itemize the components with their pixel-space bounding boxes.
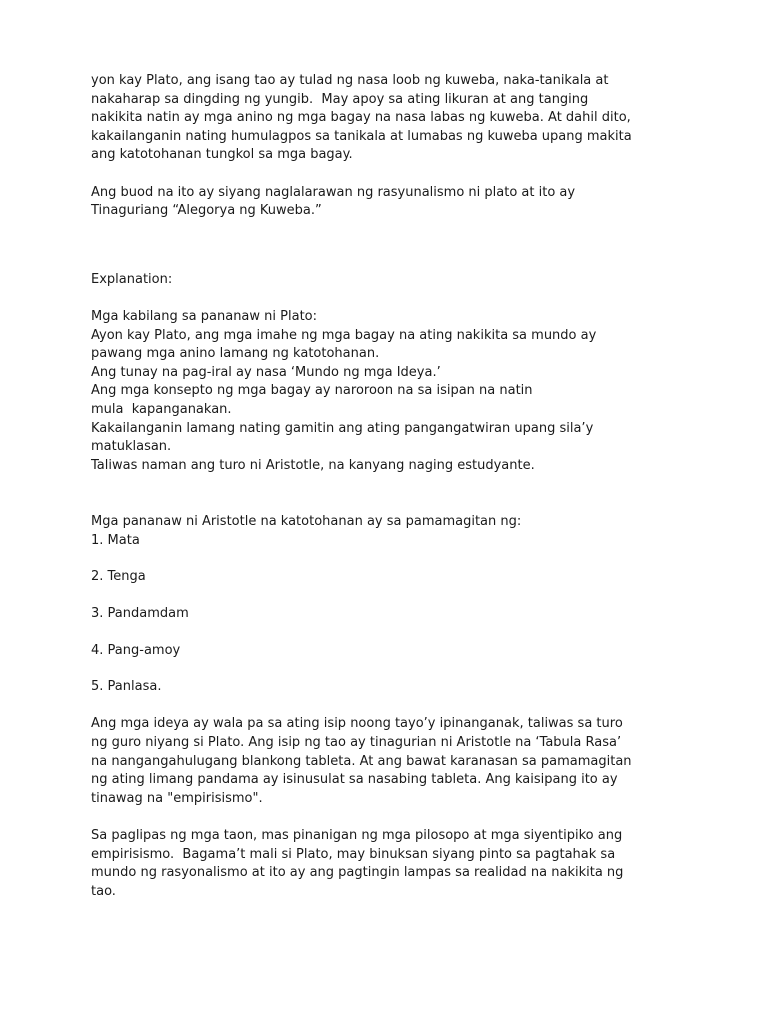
conclusion-line: Sa paglipas ng mga taon, mas pinanigan ng mga pilosopo at mga siyentipiko ang [91,828,623,843]
plato-line: Ayon kay Plato, ang mga imahe ng mga bagay na ating nakikita sa mundo ay [91,327,597,343]
empiricism-line: Ang mga ideya ay wala pa sa ating isip noong tayo’y ipinanganak, taliwas sa turo [91,716,623,732]
intro-line: nakaharap sa dingding ng yungib. May apoy sa ating likuran at ang tanging [91,91,589,107]
intro-line: nakikita natin ay mga anino ng mga bagay na nasa labas ng kuweba. At dahil dito, [91,110,631,126]
plato-line: Taliwas naman ang turo ni Aristotle, na kanyang naging estudyante. [91,457,535,473]
plato-section [91,308,691,475]
empiricism-paragraph [91,715,691,808]
conclusion-line: tao. [91,883,116,899]
list-item: 4. Pang-amoy [91,642,181,658]
summary-paragraph [91,184,691,221]
intro-line: kakailanganin nating humulagpos sa tanikala at lumabas ng kuweba upang makita [91,128,632,144]
plato-line: pawang mga anino lamang ng katotohanan. [91,346,380,362]
intro-line: ang katotohanan tungkol sa mga bagay. [91,147,353,163]
empiricism-line: ng ating limang pandama ay isinusulat sa nasabing tableta. Ang kaisipang ito ay [91,772,618,788]
list-item: 5. Panlasa. [91,679,162,695]
list-item: 3. Pandamdam [91,606,189,622]
aristotle-section [91,513,691,697]
empiricism-line: ng guro niyang si Plato. Ang isip ng tao ay tinagurian ni Aristotle na ‘Tabula Rasa’ [91,735,622,751]
intro-line: yon kay Plato, ang isang tao ay tulad ng nasa loob ng kuweba, naka-tanikala at [91,73,609,88]
empiricism-line: tinawag na "empirisismo". [91,790,263,806]
intro-paragraph [91,72,691,165]
list-item: 1. Mata [91,532,140,548]
document-page [91,72,691,901]
plato-line: Ang tunay na pag-iral ay nasa ‘Mundo ng mga Ideya.’ [91,364,441,380]
plato-line: Ang mga konsepto ng mga bagay ay naroroon na sa isipan na natin [91,383,533,399]
conclusion-line: empirisismo. Bagama’t mali si Plato, may binuksan siyang pinto sa pagtahak sa [91,846,616,862]
summary-line: Tinaguriang “Alegorya ng Kuweba.” [91,203,322,219]
plato-line: mula kapanganakan. [91,401,232,417]
explanation-heading: Explanation: [91,271,173,287]
aristotle-heading: Mga pananaw ni Aristotle na katotohanan ay sa pamamagitan ng: [91,514,522,530]
summary-line: Ang buod na ito ay siyang naglalarawan ng rasyunalismo ni plato at ito ay [91,184,576,200]
conclusion-paragraph [91,827,691,901]
conclusion-line: mundo ng rasyonalismo at ito ay ang pagtingin lampas sa realidad na nakikita ng [91,865,624,881]
empiricism-line: na nangangahulugang blankong tableta. At ang bawat karanasan sa pamamagitan [91,753,632,769]
plato-line: Kakailanganin lamang nating gamitin ang ating pangangatwiran upang sila’y [91,420,594,436]
plato-line: Mga kabilang sa pananaw ni Plato: [91,308,317,324]
list-item: 2. Tenga [91,569,146,585]
plato-line: matuklasan. [91,439,172,455]
